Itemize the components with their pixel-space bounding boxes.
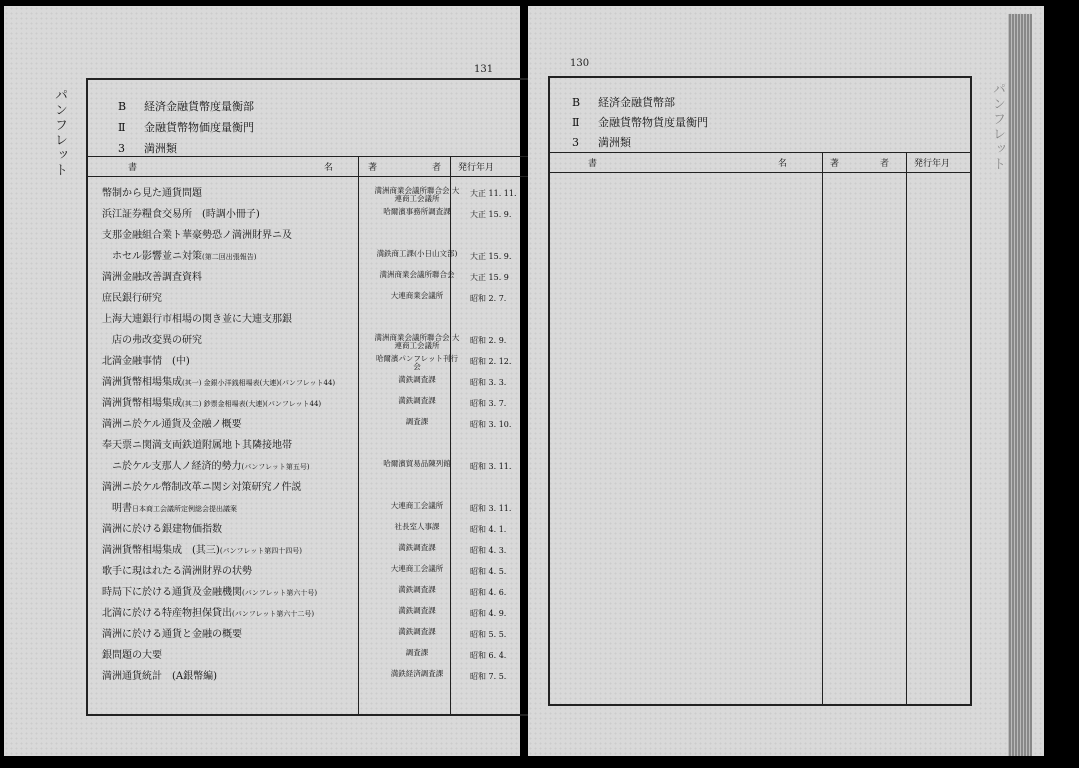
row-title-text: 満洲金融改善調査資料 <box>102 272 202 283</box>
column-head-author-b: 者 <box>432 163 442 173</box>
row-author: 満洲商業会議所聯合会 大連商工会議所 <box>374 333 460 350</box>
header-line-3: 3 満洲類 <box>118 142 177 155</box>
row-title <box>102 357 190 367</box>
table-row <box>102 457 536 478</box>
table-row <box>102 436 536 457</box>
row-title-text: 店の弗改変異の研究 <box>102 335 202 346</box>
row-title-note: (パンフレット第五号) <box>241 463 310 471</box>
row-date: 昭和 2. 7. <box>470 294 507 303</box>
row-author: 満洲商業会議所聯合会 <box>379 270 455 279</box>
row-title <box>102 252 256 262</box>
row-date: 昭和 3. 10. <box>470 420 512 429</box>
header-line-1: B 経済金融貨幣部 <box>572 96 675 109</box>
header-line-2: Ⅱ 金融貨幣物貨度量衡門 <box>572 116 708 129</box>
row-title <box>102 378 335 388</box>
row-title <box>102 483 302 493</box>
row-title-note: (パンフレット第六十二号) <box>232 610 315 618</box>
table-row <box>102 604 536 625</box>
row-title-text: 支那金融組合業ト華豪勢恐ノ満洲財界ニ及 <box>102 230 292 241</box>
row-date: 大正 11. 11. <box>470 189 517 198</box>
row-author: 満鉄調査課 <box>398 627 436 636</box>
header-divider <box>550 152 970 153</box>
header-divider <box>88 156 536 157</box>
header-line-3: 3 満洲類 <box>572 136 631 149</box>
column-head-author-b: 者 <box>880 159 890 169</box>
row-title-text: 歌手に現はれたる満洲財界の状勢 <box>102 566 252 577</box>
table-row <box>102 205 536 226</box>
row-date: 昭和 3. 11. <box>470 462 512 471</box>
row-title <box>102 567 252 577</box>
row-title <box>102 315 292 325</box>
column-head-author-a: 著 <box>830 159 840 169</box>
table-row <box>102 646 536 667</box>
row-title-text: 満洲に於ける銀建物価指数 <box>102 524 222 535</box>
row-title-note: (パンフレット第四十四号) <box>219 547 302 555</box>
row-title-text: 幣制から見た通貨問題 <box>102 188 202 199</box>
row-author: 満鉄調査課 <box>398 585 436 594</box>
row-date: 昭和 4. 6. <box>470 588 507 597</box>
row-title <box>102 273 202 283</box>
row-title-text: 浜江証券糧食交易所 (時調小冊子) <box>102 209 260 220</box>
row-title <box>102 294 162 304</box>
row-author: 哈爾濱パンフレット刊行会 <box>375 354 459 371</box>
spine-label: パンフレット <box>990 82 1005 172</box>
row-author: 満鉄商工課(小日山文部) <box>376 249 458 258</box>
row-author: 大連商工会議所 <box>390 564 444 573</box>
catalog-frame <box>86 78 538 716</box>
table-row <box>102 352 536 373</box>
row-title-text: 北満に於ける特産物担保貸出 <box>102 608 232 619</box>
row-title-text: 奉天票ニ関満支両鉄道附属地ト其隣接地帯 <box>102 440 292 451</box>
row-author: 哈爾濱貿易品陳列館 <box>383 459 451 468</box>
table-row <box>102 373 536 394</box>
row-title <box>102 546 302 556</box>
row-title-text: ホセル影響並ニ対策 <box>102 251 202 262</box>
right-page <box>528 6 1044 756</box>
column-head-divider <box>550 172 970 173</box>
row-title-text: 満洲ニ於ケル通貨及金融ノ概要 <box>102 419 242 430</box>
row-date: 昭和 5. 5. <box>470 630 507 639</box>
row-title-text: 庶民銀行研究 <box>102 293 162 304</box>
table-row <box>102 478 536 499</box>
column-head-date: 発行年月 <box>914 159 951 169</box>
row-date: 昭和 3. 3. <box>470 378 507 387</box>
row-title-note: (其二) 鈔票金相場表(大連)(パンフレット44) <box>182 400 322 408</box>
row-date: 昭和 4. 1. <box>470 525 507 534</box>
row-title <box>102 630 242 640</box>
row-author: 調査課 <box>405 417 429 426</box>
row-date: 昭和 3. 7. <box>470 399 507 408</box>
row-title <box>102 672 217 682</box>
row-author: 満鉄調査課 <box>398 606 436 615</box>
table-row <box>102 394 536 415</box>
row-date: 昭和 2. 12. <box>470 357 512 366</box>
row-author: 大連商業会議所 <box>390 291 444 300</box>
row-title <box>102 462 310 472</box>
row-title <box>102 588 317 598</box>
row-title-text: ニ於ケル支那人ノ経済的勢力 <box>102 461 242 472</box>
row-author: 大連商工会議所 <box>390 501 444 510</box>
row-date: 昭和 4. 9. <box>470 609 507 618</box>
row-title <box>102 504 237 514</box>
table-row <box>102 541 536 562</box>
header-line-2: Ⅱ 金融貨幣物価度量衡門 <box>118 121 254 134</box>
row-title-text: 満洲貨幣相場集成 (其三) <box>102 545 220 556</box>
table-row <box>102 625 536 646</box>
table-row <box>102 226 536 247</box>
row-title-text: 銀問題の大要 <box>102 650 162 661</box>
row-title-text: 時局下に於ける通貨及金融機関 <box>102 587 242 598</box>
page-edge <box>1008 14 1032 756</box>
left-page <box>4 6 520 756</box>
column-head-title-b: 名 <box>324 163 334 173</box>
table-row <box>102 415 536 436</box>
row-title-text: 上海大連銀行市相場の関き並に大連支那銀 <box>102 314 292 325</box>
row-date: 大正 15. 9 <box>470 273 509 282</box>
column-divider-2 <box>906 152 907 704</box>
table-row <box>102 562 536 583</box>
row-title-text: 明書 <box>102 503 132 514</box>
table-row <box>102 184 536 205</box>
row-date: 昭和 7. 5. <box>470 672 507 681</box>
table-row <box>102 583 536 604</box>
catalog-frame <box>548 76 972 706</box>
row-author: 満洲商業会議所聯合会 大連商工会議所 <box>374 186 460 203</box>
column-head-title-a: 書 <box>128 163 138 173</box>
row-title <box>102 441 292 451</box>
row-title-text: 満洲に於ける通貨と金融の概要 <box>102 629 242 640</box>
table-row <box>102 310 536 331</box>
row-author: 調査課 <box>405 648 429 657</box>
row-title <box>102 420 242 430</box>
row-date: 昭和 6. 4. <box>470 651 507 660</box>
row-title-text: 満洲貨幣相場集成 <box>102 377 182 388</box>
row-title-note: (第二回出張報告) <box>202 253 257 261</box>
header-line-1: B 経済金融貨幣度量衡部 <box>118 100 254 113</box>
spine-label: パンフレット <box>52 88 67 178</box>
row-author: 満鉄調査課 <box>398 543 436 552</box>
row-title <box>102 336 202 346</box>
row-author: 満鉄調査課 <box>398 396 436 405</box>
row-title-note: 日本商工会議所定例総会提出議案 <box>132 505 237 513</box>
row-title <box>102 231 292 241</box>
row-date: 昭和 3. 11. <box>470 504 512 513</box>
column-head-title-b: 名 <box>778 159 788 169</box>
table-row <box>102 268 536 289</box>
row-date: 昭和 4. 5. <box>470 567 507 576</box>
table-row <box>102 247 536 268</box>
row-author: 社長室人事課 <box>394 522 440 531</box>
column-head-title-a: 書 <box>588 159 598 169</box>
column-head-author-a: 著 <box>368 163 378 173</box>
page-number: 131 <box>474 64 494 75</box>
column-head-divider <box>88 176 536 177</box>
row-title <box>102 399 321 409</box>
row-date: 昭和 2. 9. <box>470 336 507 345</box>
row-title-text: 北満金融事情 (中) <box>102 356 190 367</box>
row-title-text: 満洲通貨統計 (A銀幣編) <box>102 671 218 682</box>
row-title <box>102 609 314 619</box>
row-date: 大正 15. 9. <box>470 210 512 219</box>
row-author: 満鉄調査課 <box>398 375 436 384</box>
row-title-text: 満洲貨幣相場集成 <box>102 398 182 409</box>
row-title <box>102 210 260 220</box>
table-row <box>102 499 536 520</box>
row-author: 満鉄経済調査課 <box>390 669 444 678</box>
row-title <box>102 525 222 535</box>
row-title <box>102 651 162 661</box>
row-date: 大正 15. 9. <box>470 252 512 261</box>
page-number: 130 <box>570 58 590 69</box>
table-row <box>102 667 536 688</box>
row-title-note: (其一) 金銀小洋銭相場表(大連)(パンフレット44) <box>182 379 336 387</box>
row-title-note: (パンフレット第六十号) <box>242 589 318 597</box>
table-row <box>102 520 536 541</box>
row-title-text: 満洲ニ於ケル幣制改革ニ関シ対策研究ノ件説 <box>102 482 302 493</box>
table-row <box>102 331 536 352</box>
row-title <box>102 189 202 199</box>
column-head-date: 発行年月 <box>458 163 495 173</box>
row-date: 昭和 4. 3. <box>470 546 507 555</box>
table-row <box>102 289 536 310</box>
column-divider-1 <box>822 152 823 704</box>
row-author: 哈爾濱事務所調査課 <box>383 207 451 216</box>
